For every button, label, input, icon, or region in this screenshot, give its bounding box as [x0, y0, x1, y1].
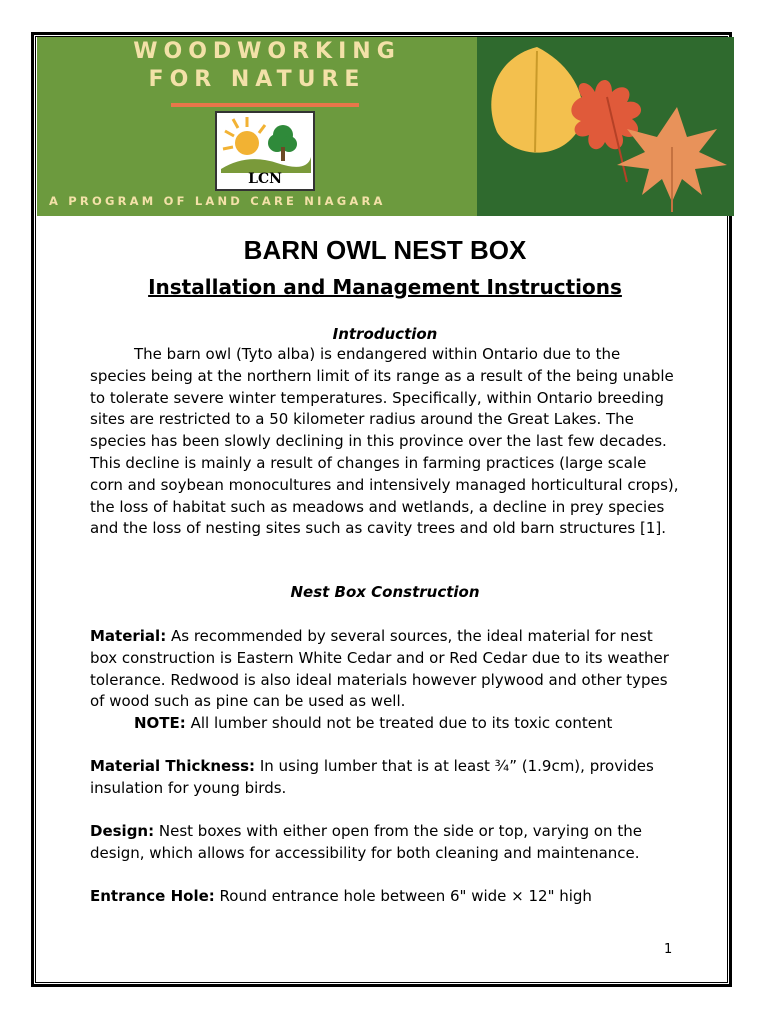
entrance-text: Round entrance hole between 6" wide × 12" high: [219, 887, 592, 905]
introduction-paragraph: [90, 344, 680, 540]
banner-title-line2: FOR NATURE: [148, 67, 366, 92]
material-label: Material:: [90, 627, 167, 645]
sun-tree-icon: [217, 113, 313, 173]
design-label: Design:: [90, 822, 155, 840]
design-paragraph: [90, 821, 680, 865]
thickness-paragraph: [90, 756, 680, 800]
banner-divider: [171, 103, 359, 107]
introduction-heading: Introduction: [332, 325, 438, 343]
entrance-paragraph: [90, 886, 680, 908]
document-title: BARN OWL NEST BOX: [243, 235, 527, 265]
thickness-label: Material Thickness:: [90, 757, 256, 775]
document-subtitle: Installation and Management Instructions: [148, 275, 622, 299]
entrance-label: Entrance Hole:: [90, 887, 215, 905]
construction-heading: Nest Box Construction: [290, 583, 480, 601]
banner-title-line1: WOODWORKING: [133, 39, 401, 64]
header-banner: [37, 37, 734, 216]
material-paragraph: [90, 626, 680, 713]
introduction-text: The barn owl (Tyto alba) is endangered within Ontario due to the species being at the northern limit of its range as a result of the being unable to tolerate severe winter temperatures. Specifically, within Ontario breeding sites are restricted to a 50 kilometer radius around the Great Lakes. The species has been slowly declining in this province over the last few decades. This decline is mainly a result of changes in farming practices (large scale corn and soybean monocultures and intensively managed horticultural crops), the loss of habitat such as meadows and wetlands, a decline in prey species and the loss of nesting sites such as cavity trees and old barn structures [1].: [90, 345, 679, 538]
page-number: 1: [664, 942, 673, 957]
banner-left-panel: [37, 37, 477, 216]
note-paragraph: [90, 713, 680, 735]
note-text: All lumber should not be treated due to its toxic content: [190, 714, 613, 732]
autumn-leaves-icon: [477, 37, 734, 216]
material-text: As recommended by several sources, the ideal material for nest box construction is Eastern White Cedar and or Red Cedar due to its weather tolerance. Redwood is also ideal materials however plywood and other types of wood such as pine can be used as well.: [90, 627, 669, 711]
note-label: NOTE:: [134, 714, 186, 732]
thickness-text: In using lumber that is at least ¾” (1.9cm), provides insulation for young birds.: [90, 757, 654, 797]
banner-right-panel: [477, 37, 734, 216]
design-text: Nest boxes with either open from the side or top, varying on the design, which allows for accessibility for both cleaning and maintenance.: [90, 822, 642, 862]
banner-tagline: A PROGRAM OF LAND CARE NIAGARA: [49, 194, 386, 208]
logo-text: LCN: [248, 171, 282, 187]
lcn-logo: [215, 111, 315, 191]
